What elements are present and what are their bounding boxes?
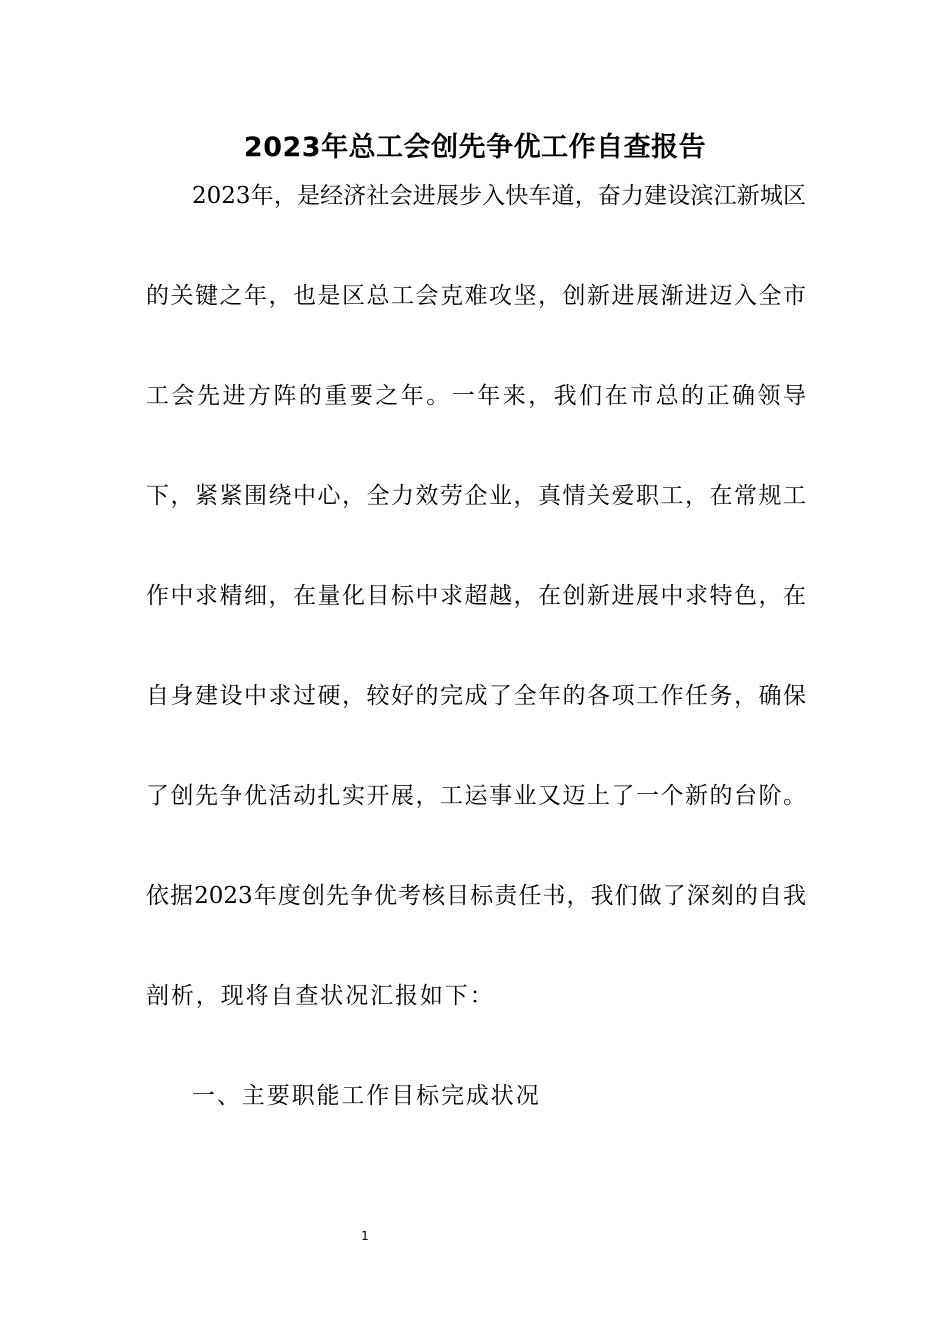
paragraph-line-7: 了创先争优活动扎实开展，工运事业又迈上了一个新的台阶。 <box>146 783 806 809</box>
paragraph-line-3: 工会先进方阵的重要之年。一年来，我们在市总的正确领导 <box>146 383 806 409</box>
paragraph-line-5: 作中求精细，在量化目标中求超越，在创新进展中求特色，在 <box>146 583 806 609</box>
paragraph-line-9: 剖析，现将自查状况汇报如下： <box>146 983 495 1009</box>
paragraph-line-4: 下，紧紧围绕中心，全力效劳企业，真情关爱职工，在常规工 <box>146 483 806 509</box>
section-heading: 一、主要职能工作目标完成状况 <box>192 1083 541 1109</box>
paragraph-line-8: 依据2023年度创先争优考核目标责任书，我们做了深刻的自我 <box>146 883 806 909</box>
document-title: 2023年总工会创先争优工作自查报告 <box>243 132 707 163</box>
page-number: 1 <box>361 1229 369 1243</box>
paragraph-line-1: 2023年，是经济社会进展步入快车道，奋力建设滨江新城区 <box>192 183 806 209</box>
paragraph-line-2: 的关键之年，也是区总工会克难攻坚，创新进展渐进迈入全市 <box>146 283 806 309</box>
paragraph-line-6: 自身建设中求过硬，较好的完成了全年的各项工作任务，确保 <box>146 683 806 709</box>
